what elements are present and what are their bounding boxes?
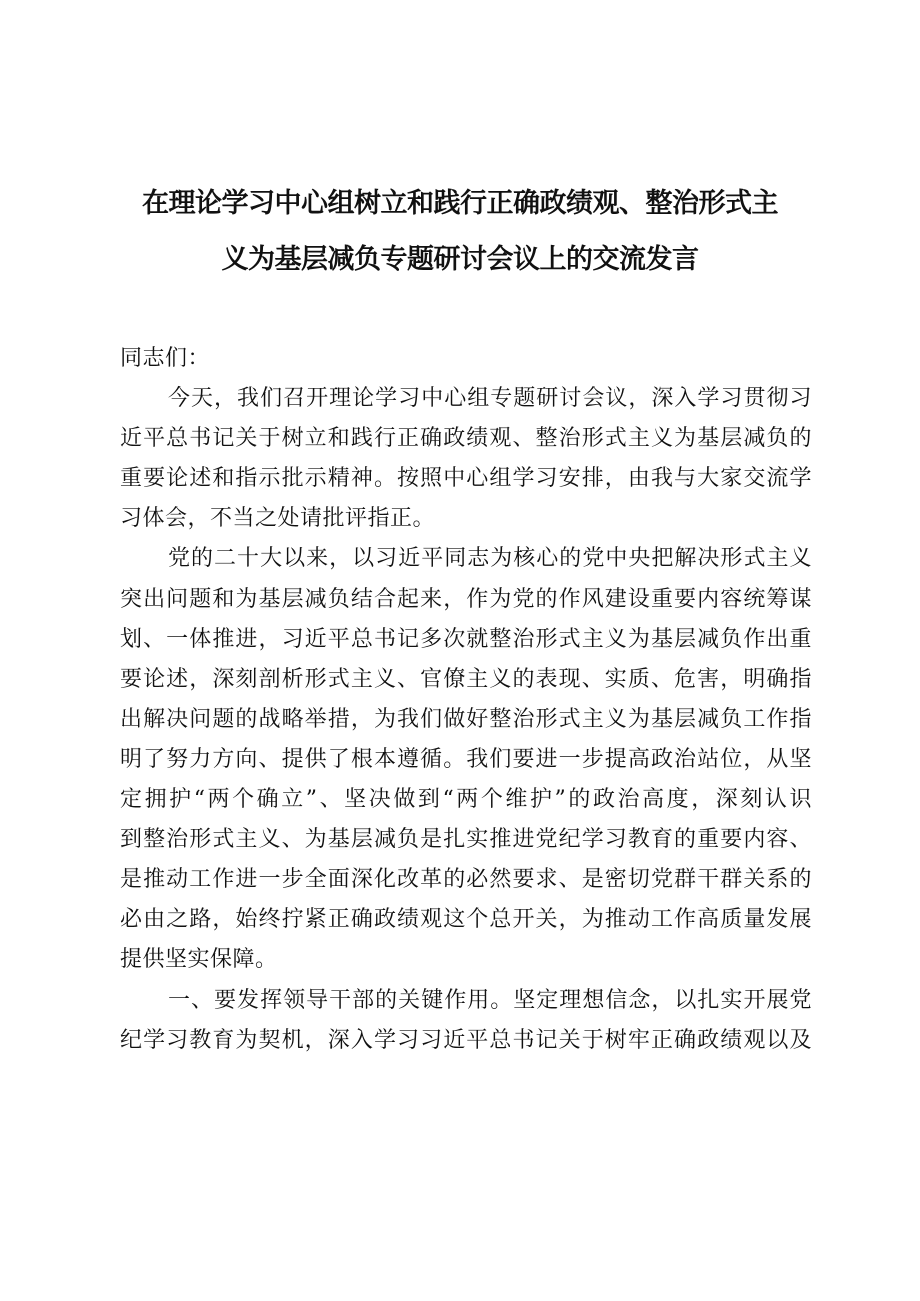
paragraph-line: 必由之路，始终拧紧正确政绩观这个总开关，为推动工作高质量发展 [120, 907, 812, 933]
paragraph-line: 重要论述和指示批示精神。按照中心组学习安排，由我与大家交流学 [120, 466, 812, 492]
paragraph-line: 是推动工作进一步全面深化改革的必然要求、是密切党群干群关系的 [120, 867, 812, 893]
salutation: 同志们： [120, 346, 211, 371]
title-line-2: 义为基层减负专题研讨会议上的交流发言 [221, 244, 699, 275]
paragraph-line: 要论述，深刻剖析形式主义、官僚主义的表现、实质、危害，明确指 [120, 666, 812, 692]
paragraph-line: 突出问题和为基层减负结合起来，作为党的作风建设重要内容统筹谋 [120, 586, 812, 612]
paragraph-line: 提供坚实保障。 [120, 947, 278, 973]
paragraph-line: 一、要发挥领导干部的关键作用。坚定理想信念，以扎实开展党 [168, 987, 812, 1013]
paragraph-line: 到整治形式主义、为基层减负是扎实推进党纪学习教育的重要内容、 [120, 827, 812, 853]
paragraph-line: 习体会，不当之处请批评指正。 [120, 506, 436, 532]
paragraph-line: 近平总书记关于树立和践行正确政绩观、整治形式主义为基层减负的 [120, 426, 812, 452]
paragraph-1 [120, 379, 812, 539]
paragraph-2 [120, 539, 812, 980]
document-title [110, 176, 810, 288]
document-body [120, 339, 812, 1061]
title-line-1: 在理论学习中心组树立和践行正确政绩观、整治形式主 [142, 188, 778, 219]
paragraph-3 [120, 981, 812, 1061]
paragraph-line: 出解决问题的战略举措，为我们做好整治形式主义为基层减负工作指 [120, 706, 812, 732]
paragraph-line: 党的二十大以来，以习近平同志为核心的党中央把解决形式主义 [168, 546, 812, 572]
paragraph-line: 今天，我们召开理论学习中心组专题研讨会议，深入学习贯彻习 [168, 386, 812, 412]
paragraph-line: 定拥护“两个确立”、坚决做到“两个维护”的政治高度，深刻认识 [120, 787, 812, 813]
paragraph-line: 纪学习教育为契机，深入学习习近平总书记关于树牢正确政绩观以及 [120, 1027, 812, 1053]
paragraph-line: 划、一体推进，习近平总书记多次就整治形式主义为基层减负作出重 [120, 626, 812, 652]
paragraph-line: 明了努力方向、提供了根本遵循。我们要进一步提高政治站位，从坚 [120, 746, 812, 772]
